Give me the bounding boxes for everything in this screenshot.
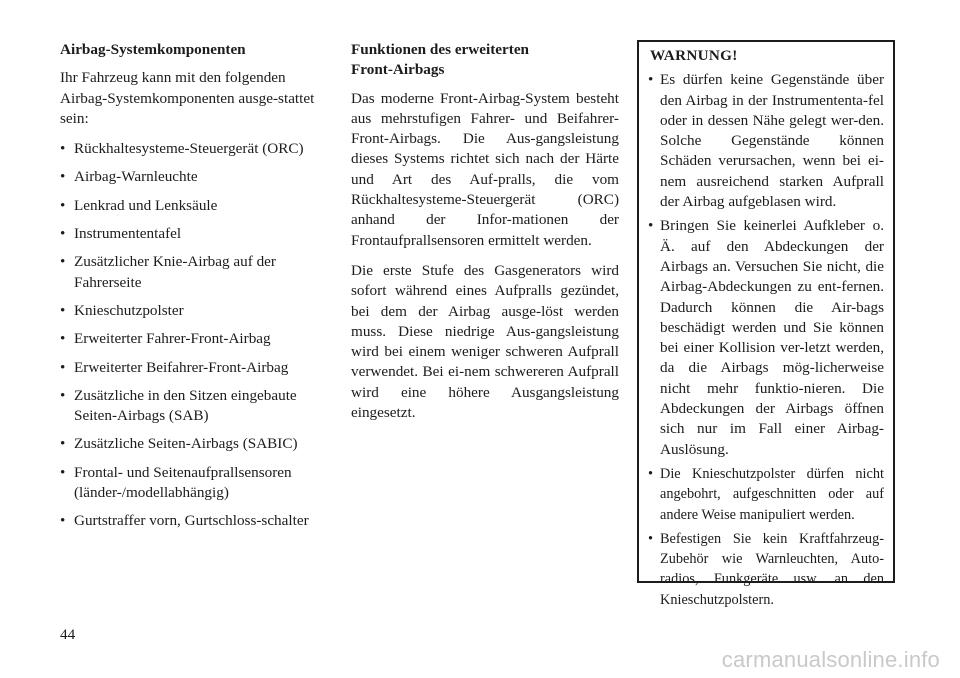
list-item: • Airbag-Warnleuchte bbox=[60, 167, 322, 187]
list-item: • Frontal- und Seitenaufprallsensoren (länder-/modellabhängig) bbox=[60, 463, 292, 502]
bullet-icon: • bbox=[60, 253, 66, 271]
list-item: • Rückhaltesysteme-Steuergerät (ORC) bbox=[60, 139, 322, 159]
bullet-icon: • bbox=[60, 435, 66, 453]
list-item: • Instrumententafel bbox=[60, 224, 322, 244]
bullet-icon: • bbox=[60, 168, 66, 186]
bullet-icon: • bbox=[648, 530, 654, 547]
components-list bbox=[60, 139, 322, 531]
list-item: • Die Knieschutzpolster dürfen nicht angebohrt, aufgeschnitten oder auf andere Weise manipuliert werden. bbox=[648, 465, 884, 523]
bullet-icon: • bbox=[648, 217, 654, 235]
list-item: • Es dürfen keine Gegenstände über den Airbag in der Instrumententa-fel oder in dessen Nähe gelegt wer-den. Solche Gegenstände können Schäden verursachen, wenn bei ei-nem ausreichend starken Aufprall der Airbag aufgeblasen wird. bbox=[648, 71, 884, 211]
list-item: • Zusätzliche in den Sitzen eingebaute Seiten-Airbags (SAB) bbox=[60, 386, 297, 425]
bullet-icon: • bbox=[60, 512, 66, 530]
list-item: • Knieschutzpolster bbox=[60, 301, 322, 321]
bullet-icon: • bbox=[60, 386, 66, 404]
list-item: • Lenkrad und Lenksäule bbox=[60, 196, 322, 216]
bullet-icon: • bbox=[648, 71, 654, 89]
list-item: • Gurtstraffer vorn, Gurtschloss-schalter bbox=[60, 511, 322, 531]
list-item: • Erweiterter Fahrer-Front-Airbag bbox=[60, 329, 322, 349]
list-item: • Zusätzliche Seiten-Airbags (SABIC) bbox=[60, 434, 322, 454]
components-intro: Ihr Fahrzeug kann mit den folgenden Airbag-Systemkomponenten ausge-stattet sein: bbox=[60, 69, 315, 127]
warning-title: WARNUNG! bbox=[650, 47, 738, 64]
paragraph: Die erste Stufe des Gasgenerators wird sofort während eines Aufpralls gezündet, bei dem der Airbag ausge-löst werden muss. Diese niedrige Aus-gangsleistung wird bei einem weniger schweren Aufprall verwendet. Bei ei-nem schwereren Aufprall wird eine höhere Ausgangsleistung eingesetzt. bbox=[351, 261, 619, 422]
middle-column bbox=[351, 40, 619, 433]
left-column bbox=[60, 40, 322, 540]
paragraph: Das moderne Front-Airbag-System besteht aus mehrstufigen Fahrer- und Beifahrer-Front-Airbags. Die Aus-gangsleistung dieses Systems richtet sich nach der Härte und Art des Auf-pralls, die vom Rückhaltesysteme-Steuergerät (ORC) anhand der Infor-mationen der Frontaufprallsensoren ermittelt werden. bbox=[351, 89, 619, 249]
bullet-icon: • bbox=[60, 140, 66, 158]
bullet-icon: • bbox=[60, 196, 66, 214]
list-item: • Zusätzlicher Knie-Airbag auf der Fahrerseite bbox=[60, 253, 276, 291]
section-heading-front-airbag: Funktionen des erweiterten Front-Airbags bbox=[351, 41, 530, 79]
watermark: carmanualsonline.info bbox=[721, 647, 940, 672]
bullet-icon: • bbox=[60, 330, 66, 348]
list-item: • Befestigen Sie kein Kraftfahrzeug-Zubehör wie Warnleuchten, Auto-radios, Funkgeräte usw. an den Knieschutzpolstern. bbox=[648, 530, 884, 608]
section-heading-components: Airbag-Systemkomponenten bbox=[60, 41, 246, 58]
page-number: 44 bbox=[60, 626, 76, 643]
list-item: • Bringen Sie keinerlei Aufkleber o. Ä. auf den Abdeckungen der Airbags an. Versuchen Sie nicht, die Airbag-Abdeckungen zu ent-fernen. Dadurch können die Air-bags beschädigt werden und Sie können bei einer Kollision ver-letzt werden, da die Airbags mög-licherweise nicht mehr funktio-nieren. Die Abdeckungen der Airbags öffnen sich nur im Fall einer Airbag-Auslösung. bbox=[648, 217, 884, 458]
bullet-icon: • bbox=[60, 301, 66, 319]
bullet-icon: • bbox=[60, 225, 66, 243]
bullet-icon: • bbox=[648, 465, 654, 482]
bullet-icon: • bbox=[60, 358, 66, 376]
bullet-icon: • bbox=[60, 463, 66, 481]
warning-list bbox=[648, 70, 884, 610]
warning-box bbox=[637, 40, 895, 608]
list-item: • Erweiterter Beifahrer-Front-Airbag bbox=[60, 358, 322, 378]
